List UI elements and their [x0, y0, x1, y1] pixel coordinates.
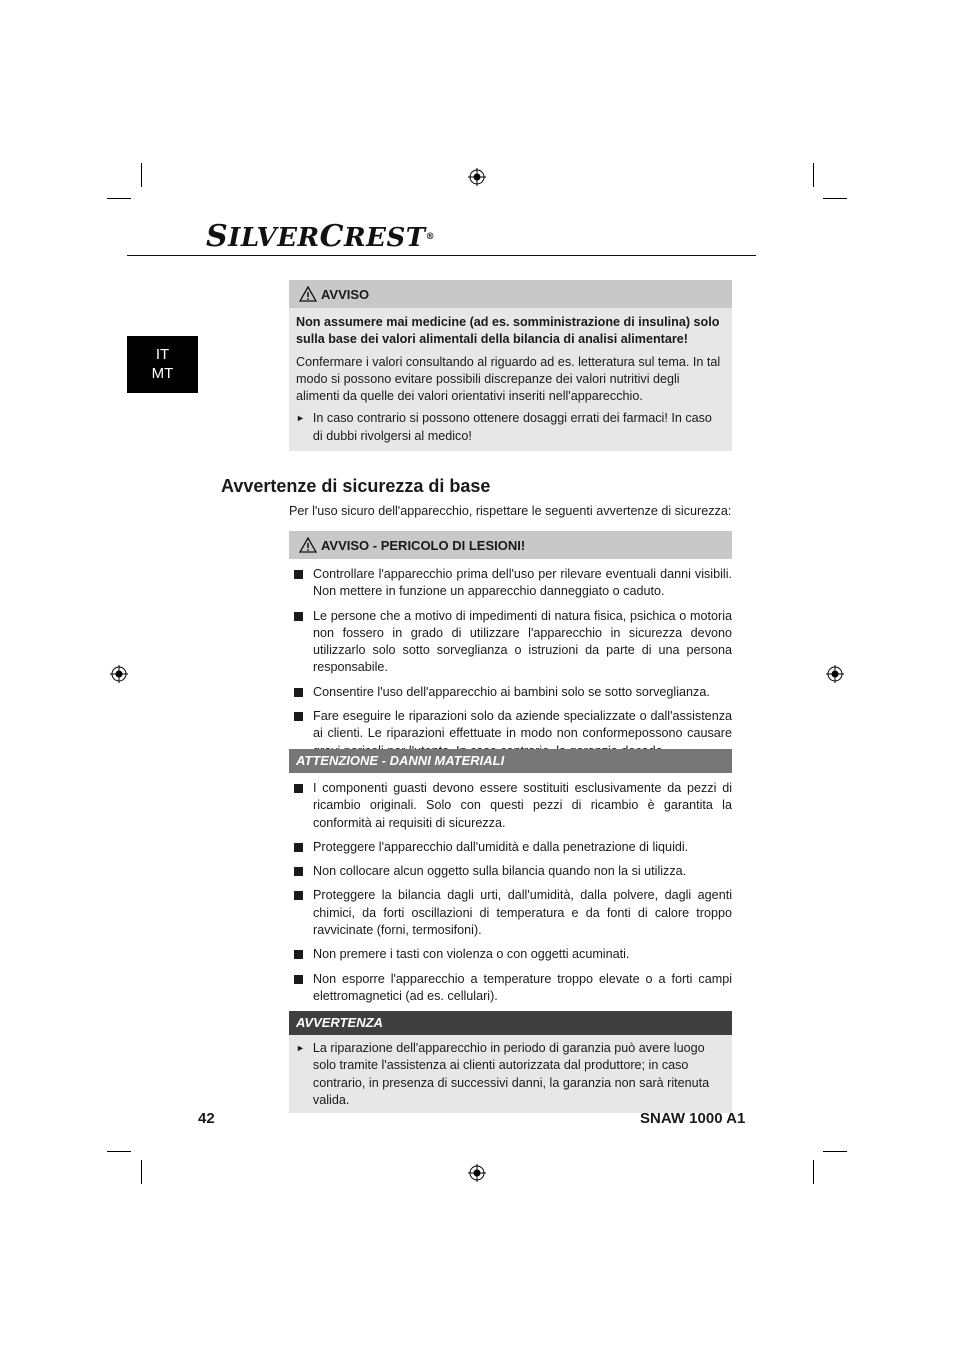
arrow-item	[296, 410, 724, 445]
warning-box-title: AVVISO	[321, 286, 370, 302]
crop-mark	[813, 163, 814, 187]
arrow-item-text: In caso contrario si possono ottenere dosaggi errati dei farmaci! In caso di dubbi rivolgersi al medico!	[312, 411, 712, 443]
injury-warning-box	[289, 531, 732, 559]
list-item: Consentire l'uso dell'apparecchio ai bambini solo se sotto sorveglianza.	[289, 684, 732, 701]
warning-triangle-icon	[299, 537, 317, 553]
warning-bold-text: Non assumere mai medicine (ad es. somministrazione di insulina) solo sulla base dei valori alimentali della bilancia di analisi alimentare!	[296, 315, 720, 347]
list-item: Proteggere l'apparecchio dall'umidità e dalla penetrazione di liquidi.	[289, 839, 732, 856]
note-box	[289, 1011, 732, 1113]
note-bar	[289, 1011, 732, 1035]
bullet-square-icon	[294, 867, 303, 876]
language-tab	[127, 336, 198, 393]
arrow-item	[296, 1040, 724, 1109]
list-item: Non premere i tasti con violenza o con oggetti acuminati.	[289, 946, 732, 963]
note-body	[289, 1035, 732, 1113]
note-title: AVVERTENZA	[296, 1015, 383, 1030]
warning-box	[289, 280, 732, 451]
crop-mark	[823, 1151, 847, 1152]
warning-box-body	[289, 308, 732, 451]
arrow-right-icon: ►	[296, 1043, 305, 1053]
list-item: Le persone che a motivo di impedimenti di natura fisica, psichica o motoria non fossero in grado di utilizzare l'apparecchio in sicurezza devono utilizzarlo solo sotto sorveglianza o istruzioni da parte di una persona responsabile.	[289, 608, 732, 677]
attention-list	[289, 780, 732, 1012]
registration-mark-icon	[826, 665, 844, 683]
attention-bar	[289, 749, 732, 773]
crop-mark	[141, 163, 142, 187]
page-number: 42	[198, 1110, 215, 1127]
bullet-square-icon	[294, 688, 303, 697]
bullet-square-icon	[294, 570, 303, 579]
arrow-right-icon: ►	[296, 413, 305, 424]
bullet-square-icon	[294, 843, 303, 852]
list-item: Controllare l'apparecchio prima dell'uso per rilevare eventuali danni visibili. Non mettere in funzione un apparecchio danneggiato o caduto.	[289, 566, 732, 601]
section-heading: Avvertenze di sicurezza di base	[221, 476, 491, 496]
attention-title: ATTENZIONE - DANNI MATERIALI	[296, 753, 505, 768]
header-rule	[127, 255, 756, 256]
warning-paragraph: Confermare i valori consultando al riguardo ad es. letteratura sul tema. In tal modo si possono evitare possibili discrepanze dei valori nutritivi degli alimenti da quelle dei valori orientativi inseriti nell'apparecchio.	[296, 354, 721, 404]
bullet-square-icon	[294, 950, 303, 959]
warning-triangle-icon	[299, 286, 317, 302]
registration-mark-icon	[110, 665, 128, 683]
brand-logo: SILVERCREST®	[206, 219, 436, 254]
crop-mark	[141, 1160, 142, 1184]
bullet-square-icon	[294, 784, 303, 793]
list-item: I componenti guasti devono essere sostituiti esclusivamente da pezzi di ricambio originali. Solo con questi pezzi di ricambio è garantita la conformità ai requisiti di sicurezza.	[289, 780, 732, 832]
arrow-item-text: La riparazione dell'apparecchio in periodo di garanzia può avere luogo solo tramite l'assistenza ai clienti autorizzata dal produttore; in caso contrario, in presenza di successivi danni, la garanzia non sarà ritenuta valida.	[312, 1041, 710, 1107]
list-item: Non collocare alcun oggetto sulla bilancia quando non la si utilizza.	[289, 863, 732, 880]
bullet-square-icon	[294, 712, 303, 721]
registration-mark-icon	[468, 1164, 486, 1182]
list-item: Proteggere la bilancia dagli urti, dall'umidità, dalla polvere, dagli agenti chimici, da forti oscillazioni di temperatura e da fonti di calore troppo ravvicinate (forni, termosifoni).	[289, 887, 732, 939]
injury-warning-header	[289, 531, 732, 559]
registration-mark-icon	[468, 168, 486, 186]
section-intro: Per l'uso sicuro dell'apparecchio, rispettare le seguenti avvertenze di sicurezza:	[289, 504, 732, 518]
injury-warning-list	[289, 566, 732, 767]
crop-mark	[107, 1151, 131, 1152]
list-item: Fare eseguire le riparazioni solo da aziende specializzate o dall'assistenza ai clienti. Le riparazioni effettuate in modo non conformepossono causare	[289, 708, 732, 760]
bullet-square-icon	[294, 612, 303, 621]
crop-mark	[823, 198, 847, 199]
language-tab-line2: MT	[151, 365, 174, 382]
warning-box-header	[289, 280, 732, 308]
language-tab-line1: IT	[155, 346, 170, 363]
crop-mark	[813, 1160, 814, 1184]
injury-warning-title: AVVISO - PERICOLO DI LESIONI!	[321, 537, 526, 553]
model-name: SNAW 1000 A1	[640, 1110, 746, 1127]
bullet-square-icon	[294, 891, 303, 900]
crop-mark	[107, 198, 131, 199]
list-item: Non esporre l'apparecchio a temperature troppo elevate o a forti campi elettromagnetici (ad es. cellulari).	[289, 971, 732, 1006]
bullet-square-icon	[294, 975, 303, 984]
